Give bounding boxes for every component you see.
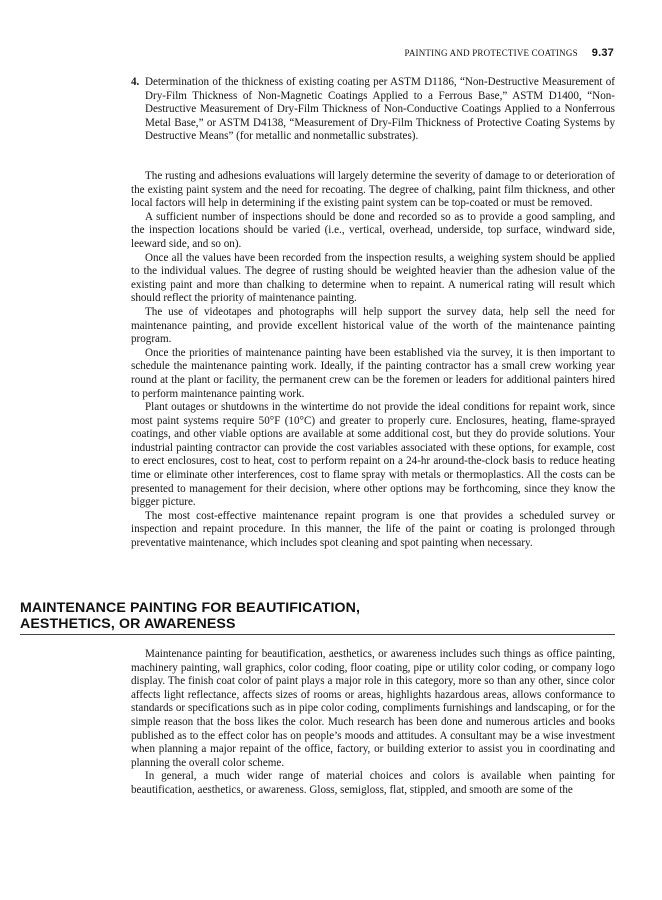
list-item-number: 4. xyxy=(131,76,140,88)
paragraph: Once the priorities of maintenance painting have been established via the survey, it is then important to schedule the maintenance painting work. Ideally, if the painting contractor has a small crew working year round at the plant or facility, the permanent crew can be the foremen or leaders for additional painters hired to perform maintenance painting work. xyxy=(131,346,615,400)
paragraph: The most cost-effective maintenance repaint program is one that provides a scheduled survey or inspection and repaint procedure. In this manner, the life of the paint or coating is prolonged through preventative maintenance, which includes spot cleaning and spot painting when necessary. xyxy=(131,509,615,550)
section-heading-line: MAINTENANCE PAINTING FOR BEAUTIFICATION, xyxy=(20,600,361,616)
paragraph: Maintenance painting for beautification, aesthetics, or awareness includes such things as office painting, machinery painting, wall graphics, color coding, floor coating, pipe or utility color coding, or company logo display. The finish coat color of paint plays a major role in this category, more so than any other, since color affects light reflectance, affects sizes of rooms or areas, highlights hazardous areas, allows conformance to standards or specifications such as in pipe color coding, compliments furnishings and landscaping, or for the simple reason that the boss likes the color. Much research has been done and numerous articles and books published as to the effect color has on people’s moods and attitudes. A consultant may be a wise investment when planning a major repaint of the office, factory, or building exterior to assist you in coordinating and planning the overall color scheme. xyxy=(131,648,615,769)
paragraph: The rusting and adhesions evaluations will largely determine the severity of damage to or deterioration of the existing paint system and the need for recoating. The degree of chalking, paint film thickness, and other local factors will help in determining if the existing paint system can be top-coated or must be removed. xyxy=(131,170,615,210)
paragraph: The use of videotapes and photographs will help support the survey data, help sell the need for maintenance painting, and provide excellent historical value of the worth of the maintenance painting program. xyxy=(131,305,615,346)
paragraph: Once all the values have been recorded from the inspection results, a weighing system should be applied to the individual values. The degree of rusting should be weighted heavier than the adhesion value of the existing paint and more than chalking to determine when to repaint. A numerical rating will result which should reflect the priority of maintenance painting. xyxy=(131,251,615,305)
numbered-list-item xyxy=(131,76,615,144)
body-text-block xyxy=(131,648,615,798)
paragraph: In general, a much wider range of material choices and colors is available when painting for beautification, aesthetics, or awareness. Gloss, semigloss, flat, stippled, and smooth are some of the xyxy=(131,770,615,796)
section-divider xyxy=(20,634,615,635)
paragraph: Plant outages or shutdowns in the wintertime do not provide the ideal conditions for repaint work, since most paint systems require 50°F (10°C) and greater to properly cure. Enclosures, heating, flame-sprayed coatings, and other viable options are available at some additional cost, but they do provide solutions. Your industrial painting contractor can provide the cost variables associated with these options, for example, cost to erect enclosures, cost to heat, cost to perform repaint on a 24-hr around-the-clock basis to reduce heating time or eliminate other interferences, cost to flame spray with metals or thermoplastics. All the costs can be presented to management for their decision, where other options may be forthcoming, since they know the bigger picture. xyxy=(131,401,615,509)
list-item-text: Determination of the thickness of existing coating per ASTM D1186, “Non-Destructive Measurement of Dry-Film Thickness of Non-Magnetic Coatings Applied to a Ferrous Base,” ASTM D1400, “Non-Destructive Measurement of Dry-Film Thickness of Non-Conductive Coatings Applied to a Nonferrous Metal Base,” or ASTM D4138, “Measurement of Dry-Film Thickness of Protective Coating Systems by Destructive Means” (for metallic and nonmetallic substrates). xyxy=(145,76,615,143)
body-text-block xyxy=(131,170,615,551)
section-heading xyxy=(20,600,615,632)
section-heading-line: AESTHETICS, OR AWARENESS xyxy=(20,616,236,632)
paragraph: A sufficient number of inspections should be done and recorded so as to provide a good sampling, and the inspection locations should be varied (i.e., vertical, overhead, underside, top surface, windward side, leeward side, and so on). xyxy=(131,210,615,250)
running-header xyxy=(404,47,614,59)
running-title: PAINTING AND PROTECTIVE COATINGS xyxy=(404,48,578,58)
page-number: 9.37 xyxy=(591,47,614,59)
